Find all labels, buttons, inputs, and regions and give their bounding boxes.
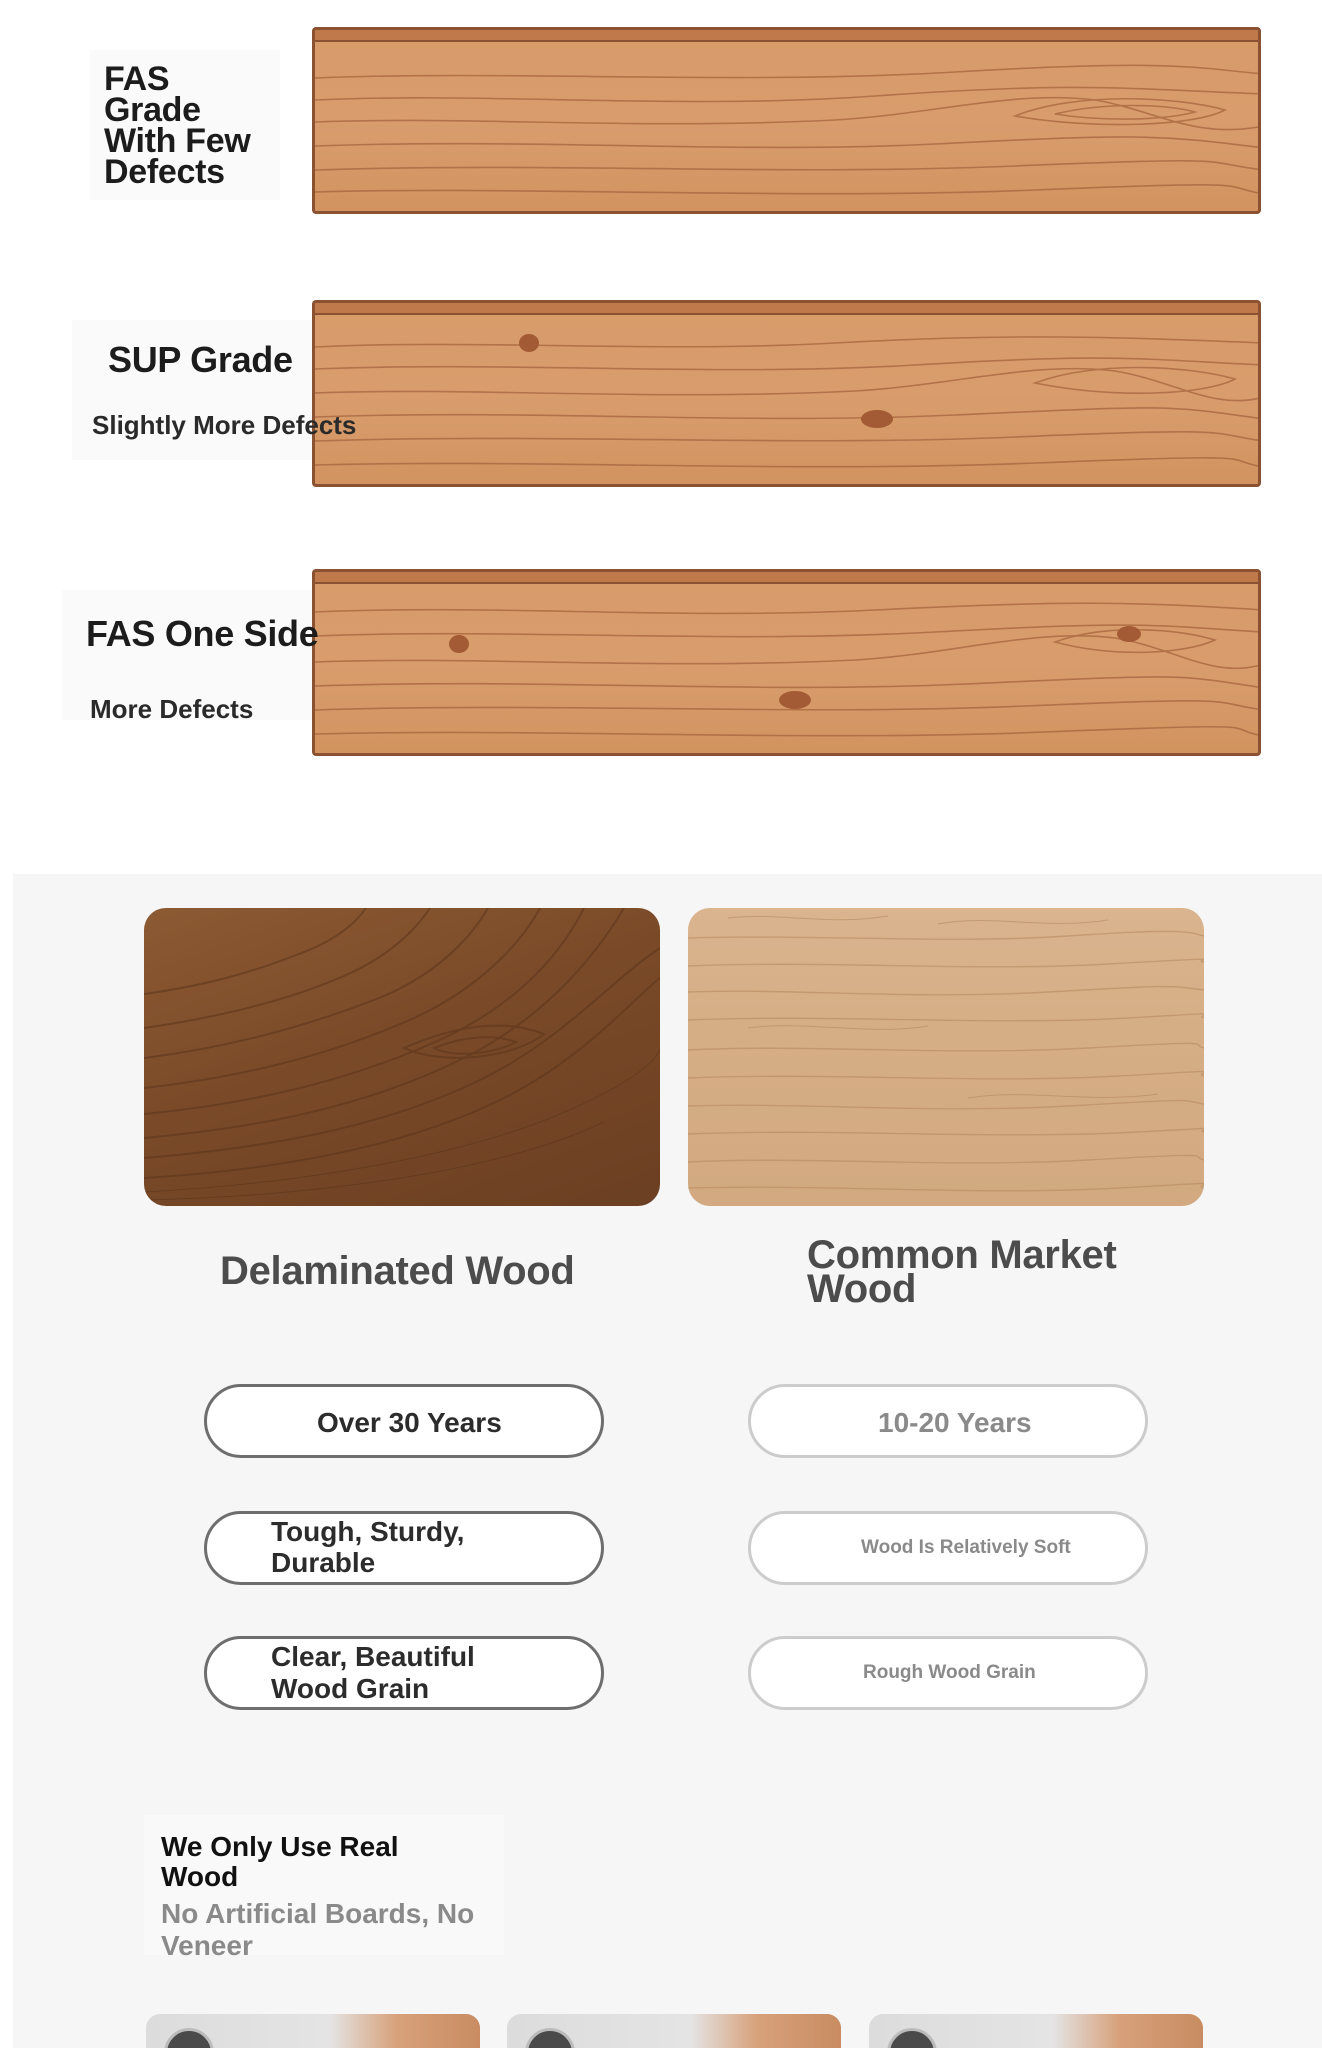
- feature-pill-label: 10-20 Years: [878, 1407, 1032, 1438]
- product-thumbnail[interactable]: [146, 2014, 480, 2048]
- feature-pill-label: Tough, Sturdy, Durable: [271, 1516, 465, 1578]
- grade-title-fas: FAS Grade With Few Defects: [104, 60, 251, 191]
- real-wood-subtitle: No Artificial Boards, No Veneer: [161, 1898, 475, 1961]
- feature-pill-label: Clear, Beautiful Wood Grain: [271, 1641, 475, 1704]
- wood-knot: [519, 334, 539, 352]
- thumbnail-badge-icon: [887, 2028, 937, 2048]
- thumbnail-badge-icon: [525, 2028, 575, 2048]
- wood-plank-fas-image: [312, 27, 1261, 214]
- feature-pill-softness-common: [748, 1511, 1148, 1585]
- wood-knot: [449, 635, 469, 653]
- dark-wood-grain: [144, 908, 660, 1206]
- light-wood-grain: [688, 908, 1204, 1206]
- feature-pill-label: Over 30 Years: [317, 1407, 502, 1438]
- wood-knot: [861, 410, 893, 428]
- wood-knot: [779, 691, 811, 709]
- grade-title-sup: SUP Grade: [108, 339, 293, 380]
- wood-plank-fas-one-side-image: [312, 569, 1261, 756]
- feature-pill-lifespan: [204, 1384, 604, 1458]
- feature-pill-grain-common: [748, 1636, 1148, 1710]
- feature-pill-grain: [204, 1636, 604, 1710]
- common-market-wood-title: Common Market Wood: [807, 1233, 1117, 1311]
- wood-plank-sup-image: [312, 300, 1261, 487]
- wood-comparison-section: [13, 874, 1322, 2048]
- real-wood-title: We Only Use Real Wood: [161, 1831, 399, 1892]
- wood-knot: [1117, 626, 1141, 642]
- product-thumbnail[interactable]: [507, 2014, 841, 2048]
- wood-grain-lines: [315, 30, 1261, 214]
- feature-pill-label: Wood Is Relatively Soft: [861, 1537, 1071, 1558]
- common-market-wood-image: [688, 908, 1204, 1206]
- feature-pill-durability: [204, 1511, 604, 1585]
- grade-subtitle-fas-one-side: More Defects: [90, 694, 254, 724]
- grade-subtitle-sup: Slightly More Defects: [92, 410, 357, 440]
- wood-grain-lines: [315, 303, 1261, 487]
- thumbnail-badge-icon: [164, 2028, 214, 2048]
- delaminated-wood-image: [144, 908, 660, 1206]
- delaminated-wood-title: Delaminated Wood: [220, 1249, 575, 1293]
- feature-pill-label: Rough Wood Grain: [863, 1662, 1036, 1683]
- grade-title-fas-one-side: FAS One Side: [86, 613, 319, 654]
- wood-grain-lines: [315, 572, 1261, 756]
- product-thumbnail[interactable]: [869, 2014, 1203, 2048]
- feature-pill-lifespan-common: [748, 1384, 1148, 1458]
